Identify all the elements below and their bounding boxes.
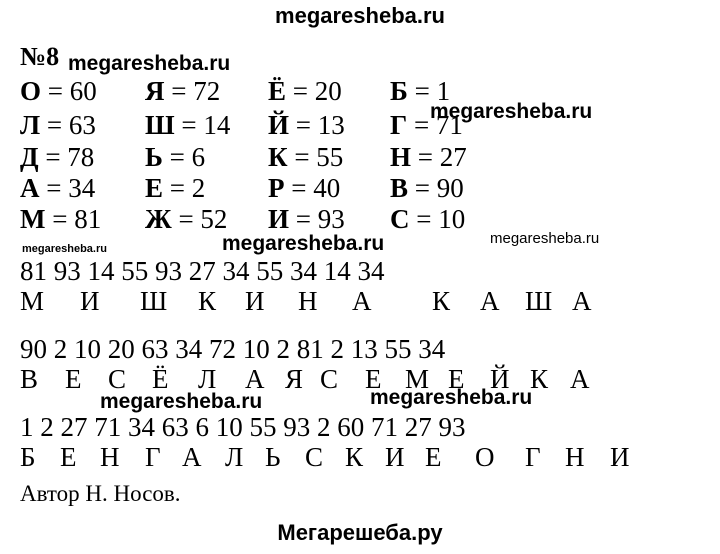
cipher-letter: И [385, 442, 405, 472]
cipher-letter: Ш [525, 286, 553, 316]
cipher-letter: С [320, 364, 339, 394]
watermark: megaresheba.ru [370, 386, 533, 409]
code-value: = 14 [174, 110, 231, 140]
code-letter: Е [145, 173, 164, 203]
code-entry [390, 173, 464, 204]
cipher-letter: С [305, 442, 324, 472]
code-entry [145, 204, 227, 235]
code-letter: В [390, 173, 409, 203]
cipher-letter: М [405, 364, 430, 394]
code-entry [268, 76, 342, 107]
cipher-letter: Г [145, 442, 161, 472]
code-entry [390, 110, 463, 141]
cipher-letter: Я [285, 364, 304, 394]
code-value: = 6 [162, 142, 206, 172]
code-value: = 52 [171, 204, 228, 234]
code-letter: Ш [145, 110, 175, 140]
code-value: = 34 [39, 173, 96, 203]
cipher-letter: Е [425, 442, 442, 472]
code-entry [268, 173, 340, 204]
site-header: megaresheba.ru [275, 3, 445, 28]
cipher-numbers-2: 90 2 10 20 63 34 72 10 2 81 2 13 55 34 [20, 334, 446, 364]
cipher-letter: Е [365, 364, 382, 394]
cipher-numbers-1: 81 93 14 55 93 27 34 55 34 14 34 [20, 256, 385, 286]
code-letter: Ж [145, 204, 172, 234]
code-entry [268, 110, 345, 141]
code-value: = 93 [289, 204, 345, 234]
cipher-letter: И [610, 442, 630, 472]
cipher-letter: И [245, 286, 265, 316]
cipher-letter: Н [298, 286, 318, 316]
watermark: megaresheba.ru [22, 243, 107, 255]
code-letter: С [390, 204, 410, 234]
watermark: megaresheba.ru [430, 100, 593, 123]
code-letter: Д [20, 142, 39, 172]
code-entry [268, 142, 343, 173]
code-entry [390, 204, 465, 235]
code-letter: Н [390, 142, 412, 172]
author-line: Автор Н. Носов. [20, 481, 181, 506]
watermark: megaresheba.ru [222, 232, 385, 255]
cipher-letter: Ш [140, 286, 168, 316]
code-entry [145, 173, 205, 204]
cipher-letter: Й [490, 364, 510, 394]
code-entry [390, 76, 450, 107]
cipher-letter: Л [198, 364, 217, 394]
watermark: megaresheba.ru [490, 230, 600, 247]
code-entry [20, 173, 95, 204]
cipher-letter: К [432, 286, 451, 316]
site-footer: Мегарешеба.ру [277, 520, 443, 545]
code-entry [390, 142, 467, 173]
cipher-letter: К [345, 442, 364, 472]
code-entry [145, 110, 230, 141]
cipher-letter: В [20, 364, 39, 394]
code-letter: Г [390, 110, 408, 140]
code-value: = 40 [284, 173, 341, 203]
code-value: = 20 [286, 76, 342, 106]
code-value: = 1 [407, 76, 451, 106]
cipher-letter: Ё [152, 364, 169, 394]
cipher-letter: К [530, 364, 549, 394]
cipher-letter: М [20, 286, 45, 316]
code-letter: М [20, 204, 46, 234]
cipher-letter: А [352, 286, 372, 316]
code-letter: Ё [268, 76, 287, 106]
code-entry [20, 204, 101, 235]
code-value: = 60 [41, 76, 97, 106]
code-value: = 81 [45, 204, 102, 234]
cipher-letter: Г [525, 442, 541, 472]
code-letter: О [20, 76, 42, 106]
cipher-letter: А [480, 286, 500, 316]
cipher-numbers-3: 1 2 27 71 34 63 6 10 55 93 2 60 71 27 93 [20, 412, 466, 442]
code-entry [20, 142, 94, 173]
watermark: megaresheba.ru [68, 52, 231, 75]
code-value: = 55 [287, 142, 344, 172]
code-entry [145, 142, 205, 173]
cipher-letter: К [198, 286, 217, 316]
code-value: = 71 [407, 110, 463, 140]
cipher-letter: Н [100, 442, 120, 472]
code-value: = 72 [164, 76, 221, 106]
code-value: = 13 [289, 110, 345, 140]
code-letter: Й [268, 110, 290, 140]
code-value: = 90 [408, 173, 464, 203]
cipher-letter: И [80, 286, 100, 316]
cipher-letter: А [570, 364, 590, 394]
cipher-letter: Е [448, 364, 465, 394]
cipher-letter: А [245, 364, 265, 394]
code-letter: Л [20, 110, 41, 140]
cipher-letter: А [572, 286, 592, 316]
code-value: = 78 [38, 142, 95, 172]
code-entry [268, 204, 345, 235]
cipher-letter: С [108, 364, 127, 394]
cipher-letter: Л [225, 442, 244, 472]
code-value: = 27 [411, 142, 467, 172]
cipher-letter: Ь [265, 442, 281, 472]
cipher-letter: Н [565, 442, 585, 472]
code-letter: Б [390, 76, 408, 106]
cipher-letter: Б [20, 442, 36, 472]
cipher-letter: Е [65, 364, 82, 394]
code-letter: Я [145, 76, 165, 106]
task-number: №8 [20, 42, 60, 71]
code-entry [20, 110, 96, 141]
code-entry [20, 76, 97, 107]
code-letter: Ь [145, 142, 163, 172]
code-letter: И [268, 204, 290, 234]
watermark: megaresheba.ru [100, 390, 263, 413]
code-letter: Р [268, 173, 285, 203]
code-value: = 2 [163, 173, 206, 203]
code-value: = 10 [409, 204, 466, 234]
code-letter: К [268, 142, 288, 172]
cipher-letter: А [182, 442, 202, 472]
code-value: = 63 [40, 110, 96, 140]
cipher-letter: Е [60, 442, 77, 472]
code-letter: А [20, 173, 40, 203]
cipher-letter: О [475, 442, 495, 472]
code-entry [145, 76, 220, 107]
